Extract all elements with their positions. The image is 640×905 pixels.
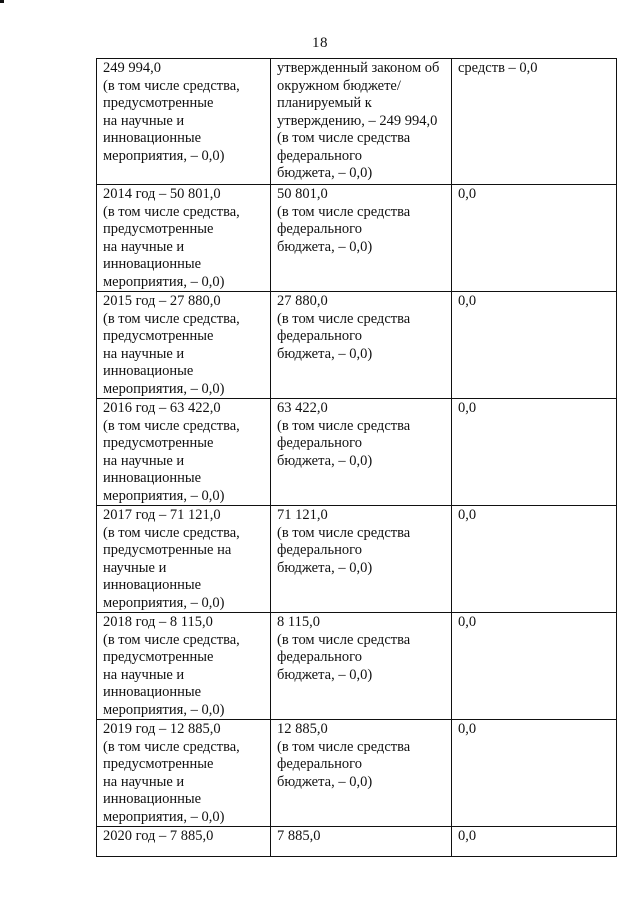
other-sources-cell: 0,0	[452, 292, 617, 399]
district-budget-cell: 50 801,0 (в том числе средства федерального бюджета, – 0,0)	[271, 185, 452, 292]
scan-corner-mark	[0, 0, 4, 3]
district-budget-cell: 8 115,0 (в том числе средства федерального бюджета, – 0,0)	[271, 613, 452, 720]
other-sources-cell: 0,0	[452, 185, 617, 292]
other-sources-cell: 0,0	[452, 399, 617, 506]
table-row	[97, 399, 617, 506]
budget-table	[96, 58, 617, 857]
funding-total-cell: 2015 год – 27 880,0 (в том числе средства, предусмотренные на научные и инновационые мероприятия, – 0,0)	[97, 292, 271, 399]
district-budget-cell: 7 885,0	[271, 827, 452, 857]
funding-total-cell: 249 994,0 (в том числе средства, предусмотренные на научные и инновационные мероприятия, – 0,0)	[97, 59, 271, 185]
page-number: 18	[312, 35, 328, 51]
table-row	[97, 613, 617, 720]
district-budget-cell: 27 880,0 (в том числе средства федерального бюджета, – 0,0)	[271, 292, 452, 399]
district-budget-cell: 71 121,0 (в том числе средства федерального бюджета, – 0,0)	[271, 506, 452, 613]
table-row	[97, 59, 617, 185]
table-row	[97, 185, 617, 292]
table-row	[97, 827, 617, 857]
table-row	[97, 292, 617, 399]
table-row	[97, 720, 617, 827]
district-budget-cell: 63 422,0 (в том числе средства федерального бюджета, – 0,0)	[271, 399, 452, 506]
funding-total-cell: 2014 год – 50 801,0 (в том числе средства, предусмотренные на научные и инновационные мероприятия, – 0,0)	[97, 185, 271, 292]
other-sources-cell: 0,0	[452, 720, 617, 827]
other-sources-cell: средств – 0,0	[452, 59, 617, 185]
table-row	[97, 506, 617, 613]
other-sources-cell: 0,0	[452, 506, 617, 613]
funding-total-cell: 2016 год – 63 422,0 (в том числе средства, предусмотренные на научные и инновационные мероприятия, – 0,0)	[97, 399, 271, 506]
district-budget-cell: утвержденный законом об окружном бюджете/ планируемый к утверждению, – 249 994,0 (в том числе средства федерального бюджета, – 0,0)	[271, 59, 452, 185]
other-sources-cell: 0,0	[452, 827, 617, 857]
funding-total-cell: 2018 год – 8 115,0 (в том числе средства, предусмотренные на научные и инновационные мероприятия, – 0,0)	[97, 613, 271, 720]
other-sources-cell: 0,0	[452, 613, 617, 720]
funding-total-cell: 2020 год – 7 885,0	[97, 827, 271, 857]
funding-total-cell: 2017 год – 71 121,0 (в том числе средства, предусмотренные на научные и инновационные мероприятия, – 0,0)	[97, 506, 271, 613]
funding-total-cell: 2019 год – 12 885,0 (в том числе средства, предусмотренные на научные и инновационные мероприятия, – 0,0)	[97, 720, 271, 827]
district-budget-cell: 12 885,0 (в том числе средства федерального бюджета, – 0,0)	[271, 720, 452, 827]
